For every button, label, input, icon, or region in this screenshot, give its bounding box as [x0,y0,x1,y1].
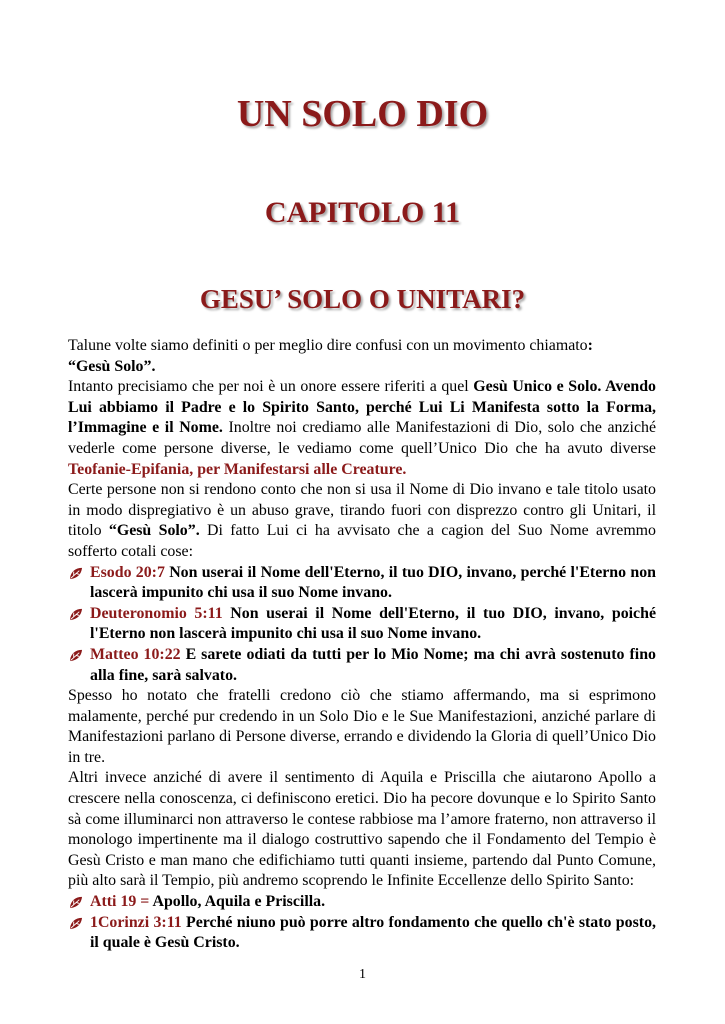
verse-item [68,892,656,913]
verse-ref: Deuteronomio 5:11 [90,604,223,622]
leaf-bullet-icon [69,917,84,930]
p3-text-c: Di fatto Lui ci ha avvisato che a cagion del Suo Nome avremmo sofferto cotali cose: [68,522,656,560]
verse-ref: Atti 19 = [90,893,150,911]
verse-ref: Esodo 20:7 [90,563,165,581]
paragraph-5: Altri invece anziché di avere il sentimento di Aquila e Priscilla che aiutarono Apollo a crescere nella conoscenza, ci definiscono eretici. Dio ha pecore dovunque e lo Spirito Santo sà come illuminarci non attraverso le contese rabbiose ma l’amore fraterno, non attraverso il monologo impertinente ma il dialogo costruttivo sapendo che il Fondamento del Tempio è Gesù Cristo e man mano che edifichiamo tutti quanti insieme, partendo dal Punto Comune, più alto sarà il Tempio, più andremo scoprendo le Infinite Eccellenze dello Spirito Santo: [68,769,656,890]
verse-item [68,563,656,604]
verse-item [68,645,656,686]
leaf-bullet-icon [69,896,84,909]
p2-red: Teofanie-Epifania, per Manifestarsi alle Creature. [68,460,407,478]
paragraph-3 [68,480,656,562]
p3-text-a: Certe persone non si rendono conto che non si usa il Nome di Dio invano e tale titolo usato in modo dispregiativo è un abuso grave, tirando fuori con disprezzo contro gli Unitari, il titolo [68,481,656,540]
p1-text: Talune volte siamo definiti o per meglio dire confusi con un movimento chiamato [68,337,588,354]
leaf-bullet-icon [69,608,84,621]
p1-quote: “Gesù Solo”. [68,357,156,375]
p3-bold: “Gesù Solo”. [108,522,200,540]
section-subtitle: GESU’ SOLO O UNITARI? [199,284,526,314]
leaf-bullet-icon [69,567,84,580]
paragraph-4: Spesso ho notato che fratelli credono ciò che stiamo affermando, ma si esprimono malamente, perché pur credendo in un Solo Dio e le Sue Manifestazioni, anziché parlare di Manifestazioni parlano di Persone diverse, errando e dividendo la Gloria di quell’Unico Dio in tre. [68,687,656,766]
p1-colon: : [587,337,593,354]
chapter-heading: CAPITOLO 11 [264,196,461,229]
paragraph-2 [68,377,656,480]
verse-text: Non userai il Nome dell'Eterno, il tuo DIO, invano, perché l'Eterno non lascerà impunito chi usa il suo Nome invano. [90,563,656,602]
leaf-bullet-icon [69,649,84,662]
page-number: 1 [359,967,366,982]
verse-item [68,913,656,954]
p2-bold: Gesù Unico e Solo. Avendo Lui abbiamo il Padre e lo Spirito Santo, perché Lui Li Manifesta sotto la Forma, l’Immagine e il Nome. [68,378,656,437]
document-title: UN SOLO DIO [236,93,489,135]
verse-text: Perché niuno può porre altro fondamento che quello ch'è stato posto, il quale è Gesù Cristo. [90,913,656,952]
p2-text-a: Intanto precisiamo che per noi è un onore essere riferiti a quel [68,378,474,396]
verse-text: E sarete odiati da tutti per lo Mio Nome; ma chi avrà sostenuto fino alla fine, sarà salvato. [90,645,656,684]
paragraph-1 [68,336,656,377]
verse-ref: Matteo 10:22 [90,645,181,663]
body-text [68,336,656,954]
verse-ref: 1Corinzi 3:11 [90,913,182,931]
verse-text: Non userai il Nome dell'Eterno, il tuo DIO, invano, poiché l'Eterno non lascerà impunito chi usa il suo Nome invano. [90,604,657,643]
p2-text-c: Inoltre noi crediamo alle Manifestazioni di Dio, solo che anziché vederle come persone diverse, le vediamo come quell’Unico Dio che ha avuto diverse [68,419,657,457]
verse-text: Apollo, Aquila e Priscilla. [149,893,326,911]
verse-item [68,604,656,645]
